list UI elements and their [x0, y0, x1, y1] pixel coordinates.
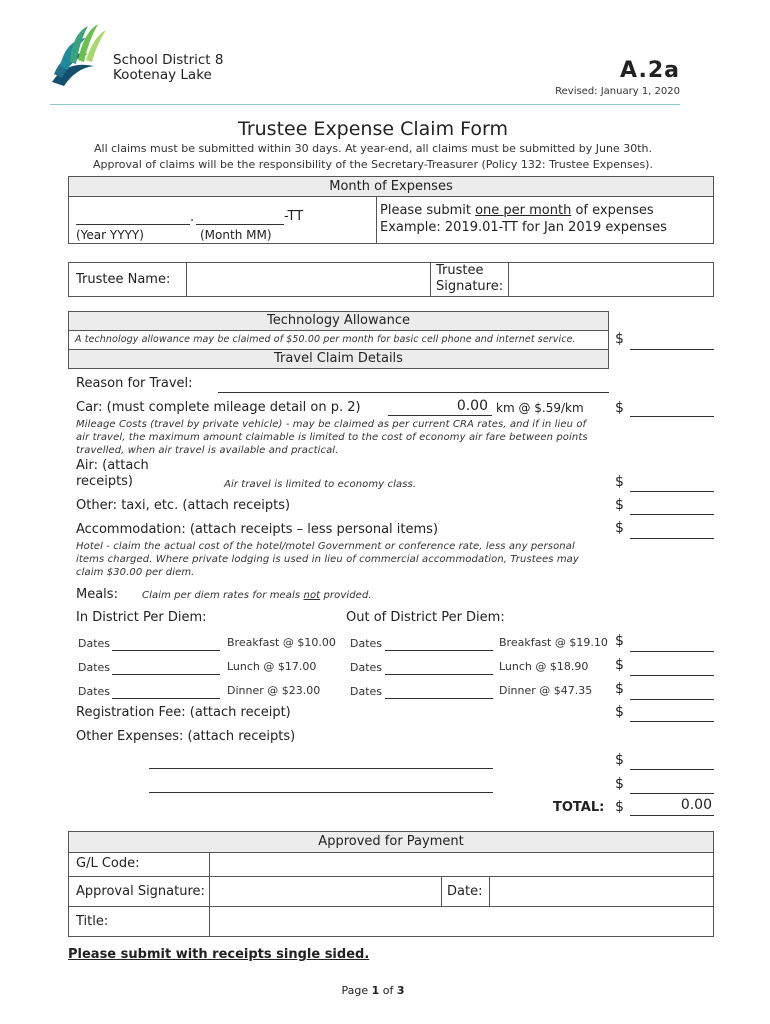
in-lunch-rate: Lunch @ $17.00 [227, 660, 317, 673]
example-text: Example: 2019.01-TT for Jan 2019 expenses [380, 220, 667, 235]
accom-note-1: Hotel - claim the actual cost of the hotel/motel Government or conference rate, less any personal [76, 541, 575, 552]
other-expense-desc-1[interactable] [149, 768, 493, 769]
other-dollar: $ [615, 497, 624, 513]
intro-line-2: Approval of claims will be the responsibility of the Secretary-Treasurer (Policy 132: Trustee Expenses). [93, 158, 653, 171]
meals-note-underlined: not [303, 590, 321, 601]
trustee-signature-field[interactable] [510, 264, 712, 295]
page-pre: Page [341, 984, 372, 997]
accommodation-label: Accommodation: (attach receipts – less personal items) [76, 522, 439, 537]
accom-note-2: items charged. Where private lodging is used in lieu of commercial accommodation, Trustees may [76, 554, 579, 565]
page-number [0, 984, 746, 997]
submit-instruction [380, 203, 654, 218]
in-dates-label: Dates [78, 637, 111, 650]
out-district-heading: Out of District Per Diem: [346, 610, 505, 625]
approval-title-field[interactable] [211, 908, 712, 936]
in-breakfast-dates-field[interactable] [112, 650, 220, 651]
breakfast-dollar: $ [615, 633, 624, 649]
other-label: Other: taxi, etc. (attach receipts) [76, 498, 291, 513]
meals-note-post: provided. [320, 590, 372, 601]
accommodation-dollar: $ [615, 520, 624, 536]
in-breakfast-rate: Breakfast @ $10.00 [227, 636, 336, 649]
tech-heading: Technology Allowance [68, 311, 609, 331]
approval-date-field[interactable] [491, 878, 712, 905]
form-code: A.2a [620, 58, 680, 83]
in-dates-label: Dates [78, 685, 111, 698]
reason-input-line[interactable] [218, 392, 609, 393]
approval-heading: Approved for Payment [68, 831, 714, 853]
out-dates-label: Dates [350, 661, 383, 674]
out-dinner-dates-field[interactable] [385, 698, 493, 699]
month-format-label: (Month MM) [200, 228, 272, 242]
header-rule [50, 104, 680, 105]
other-expense-desc-2[interactable] [149, 792, 493, 793]
breakfast-amount-field[interactable] [630, 651, 714, 652]
other-expense-dollar-2: $ [615, 776, 624, 792]
reason-label: Reason for Travel: [76, 376, 193, 391]
signature-label-1: Trustee [436, 263, 484, 278]
approval-signature-label: Approval Signature: [76, 884, 205, 899]
air-amount-field[interactable] [630, 491, 714, 492]
school-district-logo-icon [46, 20, 112, 92]
approval-col-line [209, 852, 210, 937]
in-district-heading: In District Per Diem: [76, 610, 207, 625]
lunch-amount-field[interactable] [630, 675, 714, 676]
instruction-pre: Please submit [380, 203, 476, 218]
accommodation-amount-field[interactable] [630, 538, 714, 539]
approval-title-label: Title: [76, 914, 109, 929]
other-expenses-label: Other Expenses: (attach receipts) [76, 729, 296, 744]
revised-date: Revised: January 1, 2020 [555, 86, 680, 97]
lunch-dollar: $ [615, 657, 624, 673]
page-current: 1 [371, 984, 380, 997]
total-value[interactable]: 0.00 [680, 797, 712, 813]
org-name [113, 53, 223, 83]
meals-label: Meals: [76, 587, 118, 602]
mileage-note [76, 418, 588, 457]
air-label-1: Air: (attach [76, 458, 149, 473]
page-title: Trustee Expense Claim Form [238, 118, 508, 140]
approval-date-label: Date: [447, 884, 483, 899]
out-dates-label: Dates [350, 685, 383, 698]
dinner-dollar: $ [615, 681, 624, 697]
approval-row-line-1 [68, 876, 714, 877]
out-lunch-dates-field[interactable] [385, 674, 493, 675]
other-amount-field[interactable] [630, 514, 714, 515]
approval-date-line-1 [441, 876, 442, 906]
tt-suffix: -TT [284, 209, 304, 224]
trustee-name-field[interactable] [188, 264, 428, 295]
approval-signature-field[interactable] [211, 878, 439, 905]
trustee-signature-label [436, 263, 503, 295]
dinner-amount-field[interactable] [630, 699, 714, 700]
month-heading: Month of Expenses [68, 176, 714, 197]
instruction-underlined: one per month [475, 203, 572, 218]
page-mid: of [379, 984, 397, 997]
air-dollar: $ [615, 474, 624, 490]
trustee-div-1 [186, 262, 187, 297]
submit-note: Please submit with receipts single sided. [68, 947, 370, 962]
gl-code-label: G/L Code: [76, 856, 140, 871]
tech-note: A technology allowance may be claimed of $50.00 per month for basic cell phone and internet service. [75, 334, 576, 345]
in-dinner-rate: Dinner @ $23.00 [227, 684, 321, 697]
meals-note [142, 590, 372, 601]
km-value[interactable]: 0.00 [456, 398, 488, 414]
month-divider [376, 196, 377, 244]
in-dates-label: Dates [78, 661, 111, 674]
in-lunch-dates-field[interactable] [112, 674, 220, 675]
air-label [76, 458, 149, 490]
page-total: 3 [396, 984, 405, 997]
other-expense-amount-1[interactable] [630, 769, 714, 770]
approval-date-line-2 [489, 876, 490, 906]
trustee-div-2 [430, 262, 431, 297]
meals-note-pre: Claim per diem rates for meals [142, 590, 304, 601]
car-dollar: $ [615, 400, 624, 416]
tech-dollar: $ [615, 331, 624, 347]
total-underline [630, 815, 714, 816]
mileage-note-3: travelled, when air travel is available and practical. [76, 445, 339, 456]
mileage-note-1: Mileage Costs (travel by private vehicle) - may be claimed as per current CRA rates, and if in lieu of [76, 419, 587, 430]
tech-amount-field[interactable] [630, 349, 714, 350]
year-input-line[interactable] [76, 224, 190, 225]
accom-note-3: claim $30.00 per diem. [76, 567, 195, 578]
year-month-dot: . [190, 210, 195, 225]
other-expense-dollar-1: $ [615, 752, 624, 768]
car-label: Car: (must complete mileage detail on p. 2) [76, 400, 361, 415]
approval-row-line-2 [68, 906, 714, 907]
accommodation-note [76, 540, 579, 579]
year-format-label: (Year YYYY) [76, 228, 144, 242]
registration-dollar: $ [615, 704, 624, 720]
out-breakfast-dates-field[interactable] [385, 650, 493, 651]
org-name-line1: School District 8 [113, 52, 224, 68]
registration-label: Registration Fee: (attach receipt) [76, 705, 291, 720]
logo [46, 20, 112, 92]
total-label: TOTAL: [553, 800, 605, 815]
month-input-line[interactable] [196, 224, 284, 225]
gl-code-field[interactable] [211, 854, 712, 875]
mileage-note-2: air travel, the maximum amount claimable is limited to the cost of economy air fare between points [76, 432, 588, 443]
out-lunch-rate: Lunch @ $18.90 [499, 660, 589, 673]
total-dollar: $ [615, 799, 624, 815]
km-input-line [388, 415, 492, 416]
km-rate: km @ $.59/km [496, 401, 584, 415]
in-dinner-dates-field[interactable] [112, 698, 220, 699]
out-dates-label: Dates [350, 637, 383, 650]
out-breakfast-rate: Breakfast @ $19.10 [499, 636, 608, 649]
other-expense-amount-2[interactable] [630, 793, 714, 794]
trustee-div-3 [508, 262, 509, 297]
trustee-name-label: Trustee Name: [76, 272, 171, 287]
air-note: Air travel is limited to economy class. [224, 479, 417, 490]
org-name-line2: Kootenay Lake [113, 67, 212, 83]
car-amount-field[interactable] [630, 416, 714, 417]
travel-heading: Travel Claim Details [68, 349, 609, 369]
intro-line-1: All claims must be submitted within 30 days. At year-end, all claims must be submitted by June 30th. [94, 142, 652, 155]
signature-label-2: Signature: [436, 279, 504, 294]
out-dinner-rate: Dinner @ $47.35 [499, 684, 593, 697]
instruction-post: of expenses [571, 203, 654, 218]
registration-amount-field[interactable] [630, 721, 714, 722]
air-label-2: receipts) [76, 474, 134, 489]
